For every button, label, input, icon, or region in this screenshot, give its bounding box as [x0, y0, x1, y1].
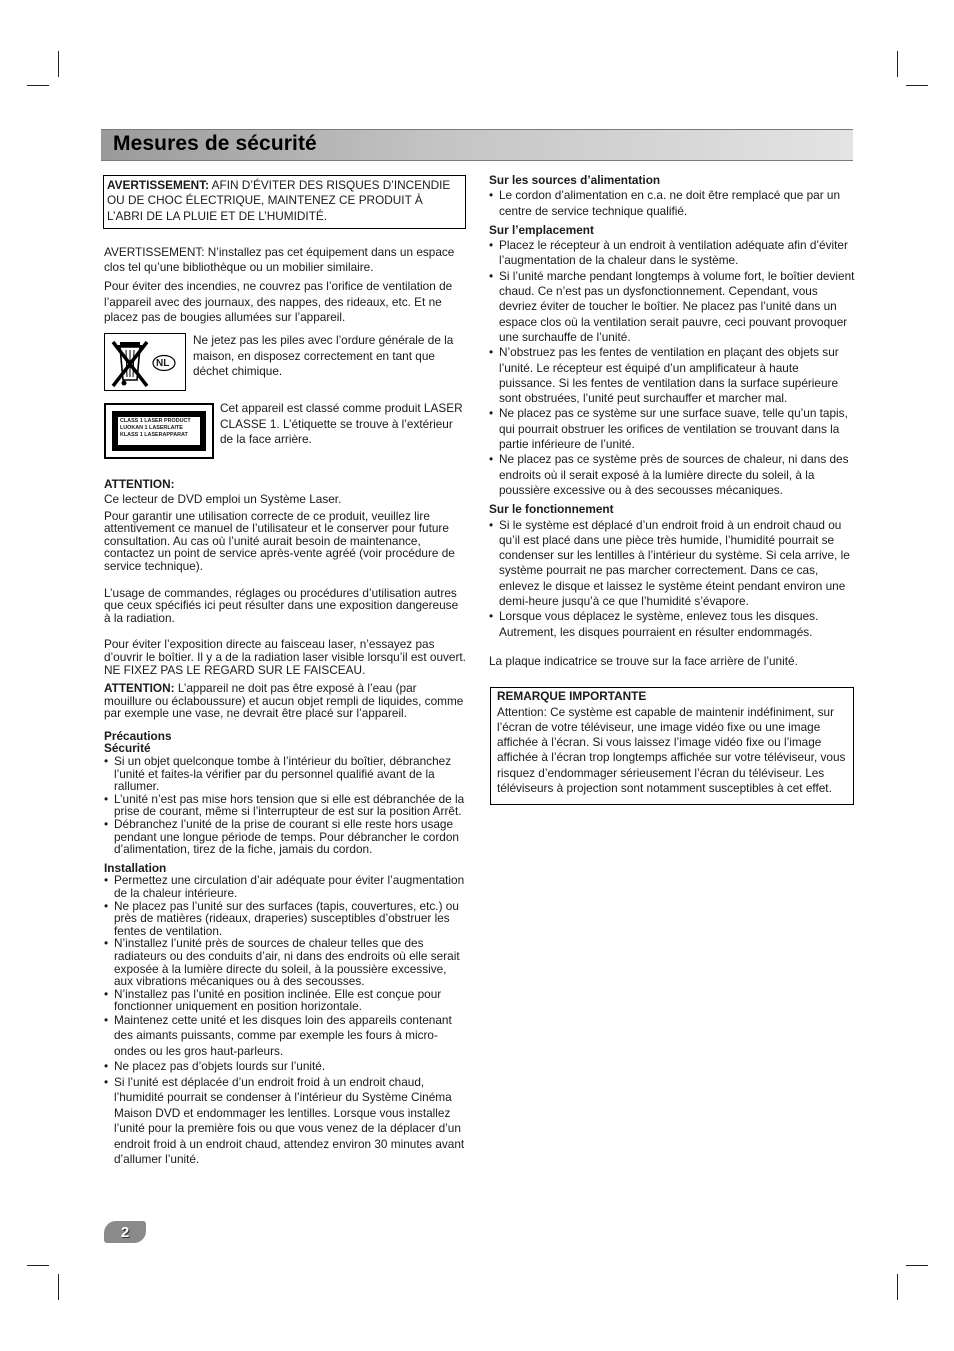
- installation-heading: Installation: [104, 860, 167, 875]
- crop-mark: [906, 1265, 928, 1266]
- page-number: 2: [120, 1223, 130, 1241]
- important-note-box: [490, 687, 854, 805]
- sources-heading: Sur les sources d’alimentation: [489, 173, 661, 187]
- installation-list: [104, 874, 466, 1013]
- list-item: • Le cordon d’alimentation en c.a. ne doit être remplacé que par un centre de service technique qualifié.: [489, 188, 855, 219]
- warning-label: AVERTISSEMENT:: [107, 178, 210, 192]
- battery-text: Ne jetez pas les piles avec l’ordure générale de la maison, en disposez correctement en tant que déchet chimique.: [193, 333, 454, 378]
- attention-controls: L’usage de commandes, réglages ou procédures d’utilisation autres que ceux spécifiés ici peut résulter dans une exposition dangereuse à la radiation.: [104, 585, 459, 625]
- list-item: • Ne placez pas l’unité sur des surfaces (tapis, couvertures, etc.) ou près de matières (rideaux, draperies) susceptibles d’obstruer les fentes de ventilation.: [104, 900, 466, 938]
- warning-box: [103, 175, 466, 229]
- list-item: • Lorsque vous déplacez le système, enlevez tous les disques. Autrement, les disques pourraient en résulter endommagés.: [489, 609, 855, 640]
- emplacement-heading: Sur l’emplacement: [489, 222, 594, 237]
- securite-heading: Sécurité: [104, 741, 151, 756]
- list-item: • Si le système est déplacé d’un endroit froid à un endroit chaud ou qu’il est placé dans une pièce très humide, l’humidité pourrait se condenser sur les lentilles à l’intérieur du système. Si cela arrive, le système pourrait ne pas marcher correctement. Dans ce cas, enlevez le disque et laissez le système éteint pendant environ une demi-heure jusqu’à ce que l’humidité s’évapore.: [489, 518, 855, 610]
- securite-list: [104, 755, 466, 856]
- list-item: • N’installez pas l’unité en position inclinée. Elle est conçue pour fonctionner uniquement en position horizontale.: [104, 988, 466, 1013]
- list-item: • Débranchez l’unité de la prise de courant si elle reste hors usage pendant une longue période de temps. Pour débrancher le cordon d’alimentation, tirez de la fiche, jamais du cordon.: [104, 818, 466, 856]
- page-title: Mesures de sécurité: [113, 132, 317, 155]
- crop-mark: [906, 85, 928, 86]
- crop-mark: [897, 51, 898, 77]
- list-item: • Ne placez pas ce système sur une surface suave, telle qu’un tapis, qui pourrait obstruer les orifices de ventilation se trouvant dans la partie inférieure de l’unité.: [489, 406, 855, 452]
- list-item: • L’unité n’est pas mise hors tension que si elle est débranchée de la prise de courant, même si l’interrupteur de est sur la position Arrêt.: [104, 793, 466, 818]
- laser-label-icon: [104, 403, 214, 459]
- crossed-bin-icon: [104, 333, 186, 391]
- crop-mark: [58, 1274, 59, 1300]
- crop-mark: [27, 1265, 49, 1266]
- precautions-heading: Précautions: [104, 728, 172, 743]
- sources-list: [489, 188, 855, 219]
- title-bar: [101, 129, 853, 161]
- list-item: • N’obstruez pas les fentes de ventilation en plaçant des objets sur l’unité. Le récepteur est équipé d’un amplificateur à haute puissance. Si les fentes de ventilation dans la surface supérieure sont obstruées, l’unité peut surchauffer et marcher mal.: [489, 345, 855, 406]
- fonctionnement-heading: Sur le fonctionnement: [489, 502, 614, 517]
- rating-plate-text: La plaque indicatrice se trouve sur la face arrière de l’unité.: [489, 653, 798, 668]
- paragraph-enclosure: AVERTISSEMENT: N’installez pas cet équipement dans un espace clos tel qu’une bibliothèque ou un mobilier similaire.: [104, 244, 455, 275]
- crop-mark: [58, 51, 59, 77]
- emplacement-list: [489, 238, 855, 498]
- left-column: [104, 175, 466, 1168]
- battery-notice: [104, 333, 466, 391]
- list-item: • Permettez une circulation d’air adéquate pour éviter l’augmentation de la chaleur intérieure.: [104, 874, 466, 899]
- attention-manual: Pour garantir une utilisation correcte de ce produit, veuillez lire attentivement ce manuel de l’utilisateur et le conserver pour future consultation. Au cas où l’unité aurait besoin de maintenance, contactez un point de service après-vente agréé (voir procédure de service technique).: [104, 508, 455, 573]
- list-item: • Ne placez pas ce système près de sources de chaleur, ni dans des endroits où il serait exposé à la lumière directe du soleil, à la poussière excessive ou à des secousses mécaniques.: [489, 452, 855, 498]
- laser-notice: [104, 401, 466, 459]
- fonctionnement-list: [489, 518, 855, 640]
- attention-laser-system: Ce lecteur de DVD emploi un Système Laser.: [104, 491, 342, 506]
- attention-section: [104, 478, 466, 1013]
- laser-label-text: CLASS 1 LASER PRODUCT LUOKAN 1 LASERLAITE KLASS 1 LASERAPPARAT: [118, 417, 200, 445]
- list-item: • Si l’unité marche pendant longtemps à volume fort, le boîtier devient chaud. Ce n’est pas un dysfonctionnement. Cependant, vous devriez éviter de toucher le boîtier. Ne placez pas l’unité dans un espace clos où la ventilation serait pauvre, ceci pouvant provoquer une surchauffe de l’unité.: [489, 269, 855, 345]
- battery-icon-label: NL: [156, 358, 170, 370]
- crop-mark: [897, 1274, 898, 1300]
- installation-list-continued: [104, 1013, 466, 1168]
- laser-text: Cet appareil est classé comme produit LASER CLASSE 1. L’étiquette se trouve à l’extérieur de la face arrière.: [220, 401, 463, 446]
- paragraph-ventilation: Pour éviter des incendies, ne couvrez pas l’orifice de ventilation de l’appareil avec des journaux, des nappes, des rideaux, etc. Et ne placez pas de bougies allumées sur l’appareil.: [104, 279, 453, 325]
- warning-text: AFIN D’ÉVITER DES RISQUES D’INCENDIE OU DE CHOC ÉLECTRIQUE, MAINTENEZ CE PRODUIT À L’ABRI DE LA PLUIE ET DE L’HUMIDITÉ.: [107, 178, 451, 223]
- attention-beam: Pour éviter l’exposition directe au faisceau laser, n’essayez pas d’ouvrir le boîtier. Il y a de la radiation laser visible lorsqu’il est ouvert. NE FIXEZ PAS LE REGARD SUR LE FAISCEAU.: [104, 637, 466, 677]
- list-item: • Ne placez pas d’objets lourds sur l’unité.: [104, 1059, 466, 1075]
- note-text: Attention: Ce système est capable de maintenir indéfiniment, sur l’écran de votre téléviseur, une image vidéo fixe ou une image affichée à l’écran. Si vous laissez l’image vidéo fixe ou l’image affichée à l’écran trop longtemps affichée sur votre téléviseur, vous risquez d’endommager sérieusement l’écran du téléviseur. Les téléviseurs à projection sont notamment susceptibles à cet effet.: [497, 704, 846, 795]
- list-item: • Placez le récepteur à un endroit à ventilation adéquate afin d’éviter l’augmentation de la chaleur dans le système.: [489, 238, 855, 269]
- page-number-badge: [104, 1221, 146, 1243]
- list-item: • Si un objet quelconque tombe à l’intérieur du boîtier, débranchez l’unité et faites-la vérifier par du personnel qualifié avant de la rallumer.: [104, 755, 466, 793]
- attention-heading: ATTENTION:: [104, 477, 175, 492]
- list-item: • N’installez l’unité près de sources de chaleur telles que des radiateurs ou des conduits d’air, ni dans des endroits où elle serait exposée à la lumière directe du soleil, à la poussière excessive, aux vibrations mécaniques ou à des secousses.: [104, 937, 466, 987]
- attention-water: ATTENTION: L’appareil ne doit pas être exposé à l’eau (par mouillure ou éclaboussure) et aucun objet rempli de liquides, comme par exemple une vase, ne devrait être placé sur l’appareil.: [104, 681, 464, 721]
- right-column: [489, 173, 855, 805]
- list-item: • Maintenez cette unité et les disques loin des appareils contenant des aimants puissants, comme par exemple les fours à micro-ondes ou les gros haut-parleurs.: [104, 1013, 466, 1060]
- note-heading: REMARQUE IMPORTANTE: [497, 689, 647, 704]
- crop-mark: [27, 85, 49, 86]
- list-item: • Si l’unité est déplacée d’un endroit froid à un endroit chaud, l’humidité pourrait se condenser à l’intérieur du Système Cinéma Maison DVD et endommager les lentilles. Lorsque vous installez l’unité pour la première fois ou que vous venez de la déplacer d’un endroit froid à un endroit chaud, attendez environ 30 minutes avant d’allumer l’unité.: [104, 1075, 466, 1168]
